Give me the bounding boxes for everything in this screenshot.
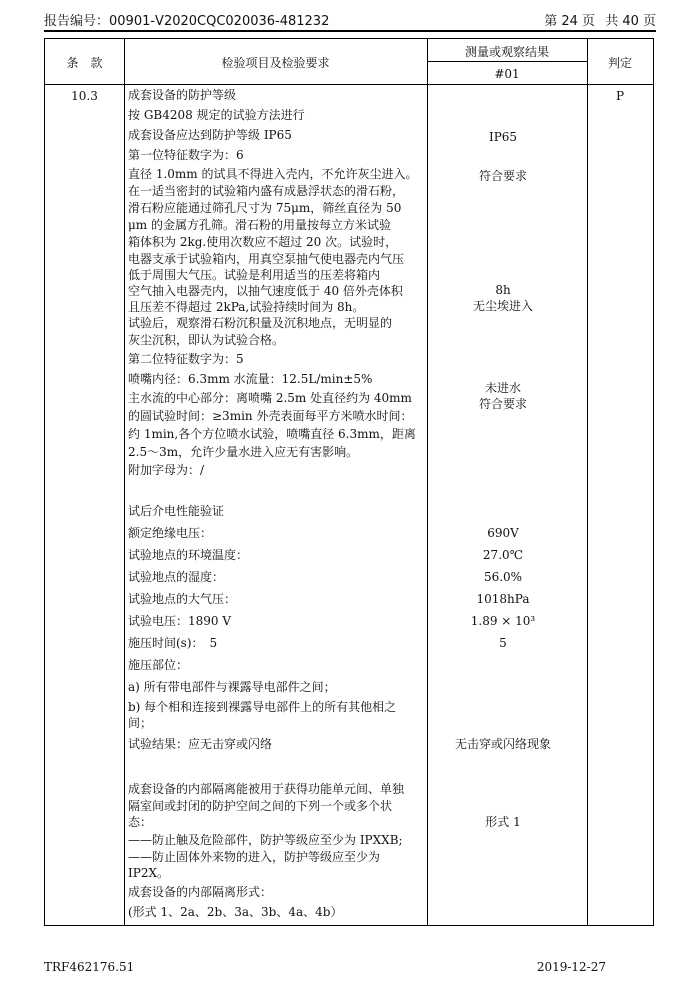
text-line: 灰尘沉积，即认为试验合格。 <box>128 333 285 347</box>
text-line: 在一适当密封的试验箱内盛有成悬浮状态的滑石粉， <box>128 184 405 198</box>
text-line: 隔室间或封闭的防护空间之间的下列一个或多个状 <box>128 799 393 813</box>
text-line: 直径 1.0mm 的试具不得进入壳内，不允许灰尘进入。 <box>128 167 418 181</box>
text-line: 态： <box>128 815 153 829</box>
report-number: 报告编号：00901-V2020CQC020036-481232 <box>44 14 330 29</box>
col-verdict-header: 判定 <box>607 56 632 70</box>
text-line: b) 每个相和连接到裸露导电部件上的所有其他相之 <box>128 700 397 714</box>
text-line: 滑石粉应能通过筛孔尺寸为 75μm，筛丝直径为 50 <box>128 201 402 215</box>
header-rule <box>44 30 656 32</box>
verdict: P <box>615 89 625 103</box>
text-line: μm 的金属方孔筛。滑石粉的用量按每立方米试验 <box>128 218 391 232</box>
text-line: 第一位特征数字为：6 <box>128 148 244 162</box>
result-water-2: 符合要求 <box>478 397 527 411</box>
col-divider <box>587 39 588 925</box>
result-subrule <box>427 61 587 62</box>
text-line: 试验地点的环境温度： <box>128 548 249 562</box>
text-line: 施压时间(s)： 5 <box>128 636 218 650</box>
result-temp: 27.0℃ <box>482 548 524 562</box>
result-pressure: 1018hPa <box>476 592 530 606</box>
text-line: 附加字母为：/ <box>128 463 205 477</box>
text-line: (形式 1、2a、2b、3a、3b、4a、4b） <box>128 905 343 919</box>
result-ip: IP65 <box>488 130 518 144</box>
text-line: 试验后，观察滑石粉沉积量及沉积地点，无明显的 <box>128 316 393 330</box>
text-line: a) 所有带电部件与裸露导电部件之间； <box>128 680 336 694</box>
text-line: 电器支承于试验箱内，用真空泵抽气使电器壳内气压 <box>128 252 405 266</box>
result-water-1: 未进水 <box>484 381 521 395</box>
col-result-header: 测量或观察结果 <box>464 45 549 59</box>
text-line: 的圆试验时间：≥3min 外壳表面每平方米喷水时间： <box>128 409 413 423</box>
text-line: ——防止固体外来物的进入，防护等级应至少为 <box>128 850 381 864</box>
text-line: 箱体积为 2kg.使用次数应不超过 20 次。试验时， <box>128 235 398 249</box>
result-breakdown: 无击穿或闪络现象 <box>454 737 551 751</box>
text-line: 低于周围大气压。试验是利用适当的压差将箱内 <box>128 268 381 282</box>
text-line: 试后介电性能验证 <box>128 504 225 518</box>
text-line: 施压部位： <box>128 658 189 672</box>
text-line: 主水流的中心部分：离喷嘴 2.5m 处直径约为 40mm <box>128 391 412 405</box>
result-voltage: 690V <box>487 526 519 540</box>
result-form: 形式 1 <box>485 815 521 829</box>
result-first: 符合要求 <box>478 169 527 183</box>
text-line: IP2X。 <box>128 866 169 880</box>
text-line: 喷嘴内径：6.3mm 水流量：12.5L/min±5% <box>128 372 373 386</box>
text-line: 试验电压：1890 V <box>128 614 232 628</box>
result-time: 5 <box>499 636 507 650</box>
text-line: 成套设备的防护等级 <box>128 88 237 102</box>
text-line: 试验地点的湿度： <box>128 570 225 584</box>
page-total: 共 40 页 <box>605 14 656 29</box>
text-line: 2.5～3m，允许少量水进入应无有害影响。 <box>128 445 359 459</box>
text-line: 约 1min,各个方位喷水试验，喷嘴直径 6.3mm，距离 <box>128 427 416 441</box>
header-bottom-rule <box>45 84 653 85</box>
col-divider <box>124 39 125 925</box>
text-line: 成套设备的内部隔离形式： <box>128 885 273 899</box>
text-line: 且压差不得超过 2kPa,试验持续时间为 8h。 <box>128 300 365 314</box>
text-line: 按 GB4208 规定的试验方法进行 <box>128 108 305 122</box>
col-item-header: 检验项目及检验要求 <box>221 56 330 70</box>
text-line: 试验结果：应无击穿或闪络 <box>128 737 273 751</box>
text-line: 成套设备的内部隔离能被用于获得功能单元间、单独 <box>128 782 405 796</box>
result-dust-time: 8h <box>495 283 511 297</box>
result-test-voltage: 1.89 × 10³ <box>470 614 536 628</box>
result-humidity: 56.0% <box>483 570 523 584</box>
text-line: 试验地点的大气压： <box>128 592 237 606</box>
clause-number: 10.3 <box>71 89 98 103</box>
result-dust: 无尘埃进入 <box>472 299 533 313</box>
col-sample-header: #01 <box>494 67 520 81</box>
col-clause-header: 条 款 <box>66 56 103 70</box>
text-line: 第二位特征数字为：5 <box>128 352 244 366</box>
text-line: 空气抽入电器壳内，以抽气速度低于 40 倍外壳体积 <box>128 284 403 298</box>
footer-form-number: TRF462176.51 <box>44 960 135 974</box>
text-line: 间； <box>128 716 153 730</box>
text-line: 成套设备应达到防护等级 IP65 <box>128 128 292 142</box>
page-indicator <box>538 10 656 29</box>
text-line: 额定绝缘电压： <box>128 526 213 540</box>
footer-date: 2019-12-27 <box>536 960 606 974</box>
text-line: ——防止触及危险部件，防护等级应至少为 IPXXB; <box>128 833 403 847</box>
page-number: 第 24 页 <box>544 14 596 29</box>
